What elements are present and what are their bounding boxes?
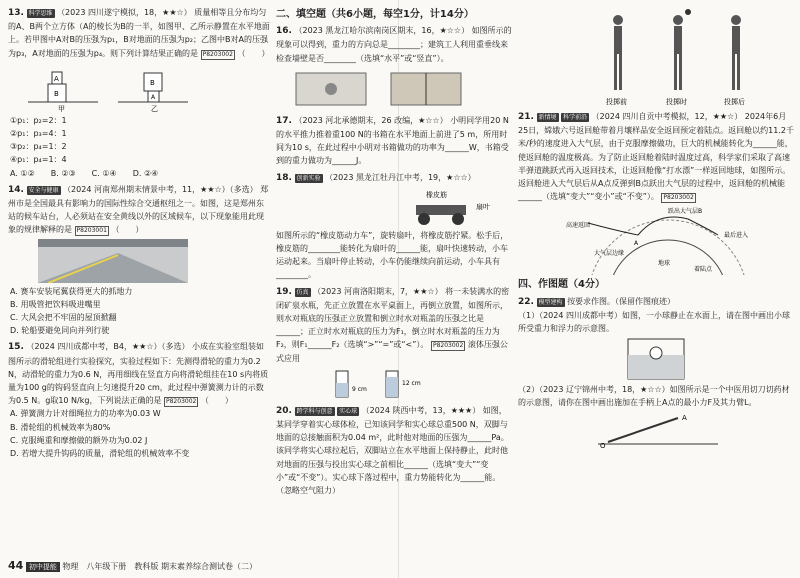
question-tag: 创新实验 bbox=[296, 174, 321, 182]
cutter-figure bbox=[518, 412, 794, 450]
page-footer bbox=[8, 559, 257, 572]
subquestion: （2）（2023 辽宁锦州中考，18，★☆☆）如图所示是一个中医用切刀切药材的示意图，请你在图中画出施加在手柄上A点的最小力F及其力臂L。 bbox=[518, 385, 790, 408]
question-source: （2023 黑龙江牡丹江中考，19，★☆☆） bbox=[325, 172, 476, 182]
question-source: （2023 河北承德期末，26 改编，★☆☆） bbox=[294, 115, 448, 125]
fig-label: 扇叶 bbox=[476, 202, 490, 211]
question-source: （2024 四川自贡中考模拟，12，★★☆） bbox=[591, 112, 743, 121]
question-number: 14. bbox=[8, 184, 24, 195]
question-source: （2024 陕西中考，13，★★★） bbox=[361, 405, 481, 415]
question-number: 19. bbox=[276, 286, 292, 297]
question-22 bbox=[518, 295, 794, 450]
question-body: 如图，某同学穿着实心球体检，已知该同学和实心球总重500 N，双脚与地面的总接触面积为0.04 m²，此时他对地面的压强为______Pa。该同学将实心球拉起后，双脚站立在水平地面上保持静止，此时他对地面的压强与投出实心球之前相比______（选填“变大”“变小”或“不变”）。实心球下落过程中，重力势能转化为______能。（忽略空气阻力） bbox=[276, 405, 509, 496]
section-heading: 四、作图题（4分） bbox=[518, 279, 605, 291]
question-16 bbox=[276, 24, 512, 111]
question-source: （2024 四川成都中考，B4，★★☆）（多选） bbox=[26, 342, 190, 352]
column-left bbox=[8, 6, 270, 463]
choices: A. ①② B. ②③ C. ①④ D. ②④ bbox=[10, 168, 159, 178]
question-number: 22. bbox=[518, 296, 534, 307]
fig-label: 大气层边缘 bbox=[594, 250, 625, 258]
question-tag: 新情境 bbox=[538, 114, 557, 121]
question-number: 13. bbox=[8, 8, 24, 18]
question-tag: 跨学科与创意 bbox=[296, 407, 333, 415]
question-code: P8203002 bbox=[202, 50, 233, 58]
question-number: 17. bbox=[276, 115, 292, 126]
fig-label: 投掷后 bbox=[724, 98, 745, 106]
question-tag: 科学前沿 bbox=[563, 114, 588, 121]
float-ball-figure bbox=[518, 337, 794, 381]
question-number: 16. bbox=[276, 26, 292, 37]
page-number: 44 bbox=[8, 559, 24, 572]
fig-label: A bbox=[151, 93, 156, 101]
question-17 bbox=[276, 114, 512, 168]
series-badge: 初中提能 bbox=[26, 562, 60, 572]
fig-label: O bbox=[600, 441, 606, 450]
qr-label: 滚体压强公式应用 bbox=[276, 340, 508, 363]
option: D. 若增大提升钩码的质量，滑轮组的机械效率不变 bbox=[10, 449, 190, 459]
answer-bracket: （ ） bbox=[237, 48, 270, 58]
fig-label: 投掷前 bbox=[606, 98, 627, 106]
gravity-figure bbox=[276, 67, 476, 111]
fig-label: 地球 bbox=[658, 260, 671, 268]
question-source: （2023 黑龙江哈尔滨南岗区期末，16，★☆☆） bbox=[294, 26, 470, 36]
question-body: 如图所示的“橡皮筋动力车”，旋转扇叶，将橡皮筋拧紧。松手后，橡皮筋的________能转化为扇叶的______能，扇叶快速转动，小车运动起来。当扇叶停止转动，小车仍能继续向前运动，小车具有________。 bbox=[276, 230, 509, 280]
question-19 bbox=[276, 285, 512, 401]
answer-bracket: （ ） bbox=[200, 396, 233, 406]
fig-label: A bbox=[634, 240, 639, 248]
throw-figure bbox=[518, 8, 794, 108]
question-body: 2024年6月25日，嫦娥六号返回舱带着月壤样品安全返回预定着陆点。返回舱以约11.2千米/秒的速度进入大气层，由于克服摩擦做功，巨大的机械能转化为______能，使返回舱的温度极高。为了防止返回舱着陆时温度过高，科学家们采取了高速半弹道跳跃式再入返回技术，让返回舱像“打水漂”一样返回地球，如图所示。返回舱进入大气层后从A点反弹到B点跃出大气层的过程中，返回舱的机械能______（选填“变大”“变小”或“不变”）。 bbox=[518, 112, 794, 202]
option: ②p₁：p₃=4：1 bbox=[10, 129, 67, 139]
question-code: P8203002 bbox=[663, 194, 694, 202]
footer-title: 期末素养综合测试卷（二） bbox=[160, 562, 257, 571]
question-number: 15. bbox=[8, 342, 24, 353]
question-tag: 科学思维 bbox=[28, 10, 53, 17]
question-21 bbox=[518, 110, 794, 275]
question-body: 小成在实验室组装如图所示的滑轮组进行实验探究，实验过程如下：先测得滑轮的重力为0.2 N，动滑轮的重力为0.6 N，再用细线在竖直方向将滑轮组挂在10 s内将质量为100 g的钩码竖直向上匀速提升20 cm，此过程中弹簧测力计的示数为0.5 N。g取10 N/kg，下列说法正确的是 bbox=[8, 342, 269, 406]
rubber-band-car-figure bbox=[276, 187, 512, 227]
reentry-figure bbox=[518, 205, 794, 275]
question-code: P8203002 bbox=[166, 398, 197, 406]
dim-label: 12 cm bbox=[402, 379, 421, 387]
bottle-figure bbox=[276, 367, 476, 401]
option: A. 赛车安装尾翼获得更大的抓地力 bbox=[10, 286, 133, 296]
question-number: 18. bbox=[276, 172, 292, 183]
fig-label: 投掷时 bbox=[666, 98, 687, 106]
question-tag: 安全与健康 bbox=[28, 186, 59, 194]
answer-bracket: （ ） bbox=[111, 225, 144, 235]
question-source: （2023 四川遂宁模拟，18，★★☆） bbox=[57, 8, 192, 17]
dim-label: 9 cm bbox=[352, 385, 367, 393]
fig-label: B bbox=[150, 78, 155, 87]
fig-label: 高速返回 bbox=[566, 222, 591, 230]
question-14 bbox=[8, 183, 270, 338]
question-15 bbox=[8, 340, 270, 460]
question-18 bbox=[276, 171, 512, 282]
section-heading: 二、填空题（共6小题，每空1分，计14分） bbox=[276, 9, 474, 20]
fig-label: 跃出大气层B bbox=[668, 208, 703, 216]
fig-label: 着陆点 bbox=[694, 266, 713, 274]
question-number: 20. bbox=[276, 405, 292, 416]
option: D. 轮船要避免同向并列行驶 bbox=[10, 326, 110, 336]
column-right bbox=[518, 6, 794, 453]
fig-label: A bbox=[54, 74, 59, 83]
option: C. 大风会把不牢固的屋顶掀翻 bbox=[10, 313, 117, 323]
fig-label: 橡皮筋 bbox=[426, 190, 447, 199]
question-13 bbox=[8, 6, 270, 180]
fig-label: 乙 bbox=[151, 104, 158, 112]
question-tag: 模型建构 bbox=[538, 298, 563, 306]
question-source: （2024 河南郑州期末情景中考，11，★★☆）（多选） bbox=[63, 184, 258, 194]
option: A. 弹簧测力计对细绳拉力的功率为0.03 W bbox=[10, 409, 161, 419]
option: C. 克服绳重和摩擦做的额外功为0.02 J bbox=[10, 435, 148, 445]
option: ④p₁：p₄=1：4 bbox=[10, 155, 67, 165]
question-body: 郑州市是全国最具有影响力的国际性综合交通枢纽之一。如图，这是郑州东站的候车站台，人必须站在安全黄线以外的区域候车，以下现象能用此现象的规律解释的是 bbox=[8, 184, 269, 235]
question-body: 按要求作图。（保留作图痕迹） bbox=[567, 296, 676, 306]
footer-text: 物理 八年级下册 教科版 bbox=[62, 562, 159, 571]
fig-label: B bbox=[54, 89, 59, 98]
station-photo bbox=[8, 239, 198, 283]
option: ③p₂：p₄=1：2 bbox=[10, 142, 67, 152]
option: ①p₁：p₂=2：1 bbox=[10, 115, 67, 125]
question-body: 如图所示的现象可以得到，重力的方向总是________；建筑工人利用重垂线来检查墙壁是否________（选填“水平”或“竖直”）。 bbox=[276, 26, 512, 63]
question-code: P8203002 bbox=[432, 342, 464, 350]
question-code: P8203001 bbox=[76, 227, 107, 235]
subquestion: （1）（2024 四川成都中考）如图，一小球静止在水面上，请在图中画出小球所受重力和浮力的示意图。 bbox=[518, 310, 790, 334]
question-source: （2023 河南洛阳期末，7，★★☆） bbox=[313, 286, 443, 296]
question-20 bbox=[276, 404, 512, 497]
question-body: 质量相等且分布均匀的A、B两个立方体（A的棱长为B的一半，如图甲、乙所示静置在水平地面上。若甲图中A对B的压强为p₁，B对地面的压强为p₂；乙图中B对A的压强为p₃，A对地面的压强为p₄。则下列计算结果正确的是 bbox=[8, 8, 270, 58]
fig-label: A bbox=[682, 413, 687, 422]
option: B. 滑轮组的机械效率为80% bbox=[10, 422, 111, 432]
question-body: 小明同学用20 N的水平推力推着重100 N的书箱在水平地面上前进了5 m，所用时间为10 s，在此过程中小明对书箱做功的功率为______W，书箱受到的重力做功为______J。 bbox=[276, 115, 509, 166]
question-number: 21. bbox=[518, 112, 534, 122]
blocks-figure bbox=[8, 62, 208, 112]
question-body: 将一未装满水的密闭矿泉水瓶，先正立放置在水平桌面上，再倒立放置，如图所示，则水对瓶底的压强正立放置和倒立时水对瓶盖的压强之比是______；正立时水对瓶底的压力为F₁，倒立时水对瓶盖的压力为F₂，则F₁______F₂（选填“>”“=”或“<”）。 bbox=[276, 286, 510, 350]
question-tag: 实心球 bbox=[339, 407, 358, 415]
option: B. 用吸管把饮料吸进嘴里 bbox=[10, 299, 101, 309]
question-tag: 仿真 bbox=[296, 288, 309, 296]
fig-label: 最后进入 bbox=[724, 232, 749, 240]
column-middle bbox=[276, 6, 512, 500]
fig-label: 甲 bbox=[58, 104, 65, 112]
